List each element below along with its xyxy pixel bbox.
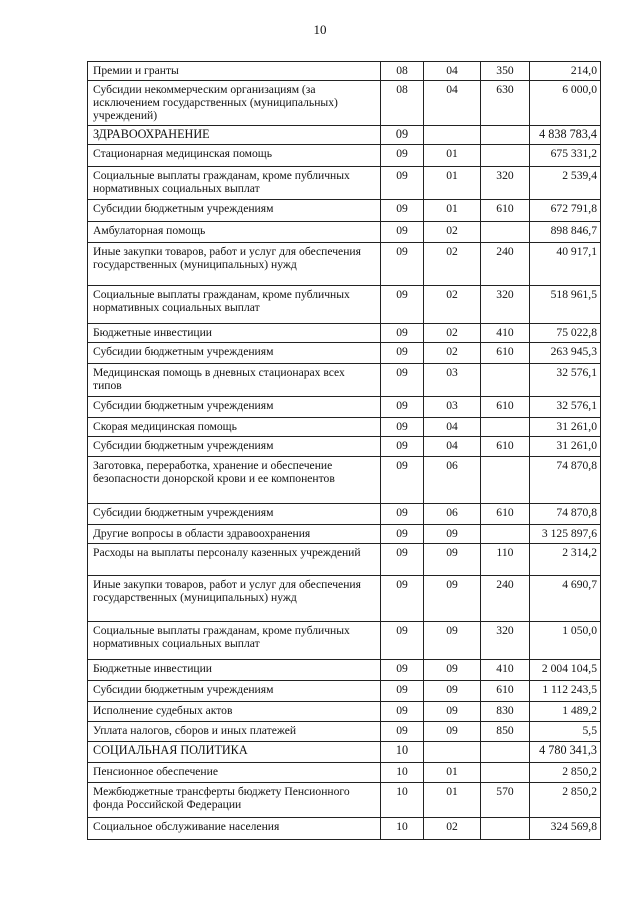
- table-row: [88, 222, 601, 243]
- cell-section: 10: [381, 783, 424, 818]
- budget-table: [87, 61, 601, 840]
- table-row: [88, 504, 601, 525]
- cell-name: Уплата налогов, сборов и иных платежей: [88, 722, 381, 742]
- cell-name: Амбулаторная помощь: [88, 222, 381, 243]
- cell-subsection: 06: [424, 504, 481, 525]
- cell-amount: 40 917,1: [530, 243, 601, 286]
- cell-name: Другие вопросы в области здравоохранения: [88, 525, 381, 544]
- cell-subsection: 04: [424, 81, 481, 126]
- table-row: [88, 397, 601, 418]
- cell-expense-type: 410: [481, 324, 530, 343]
- table-row: [88, 576, 601, 622]
- cell-section: 09: [381, 622, 424, 660]
- table-row: [88, 200, 601, 222]
- cell-amount: 898 846,7: [530, 222, 601, 243]
- table-row: [88, 681, 601, 702]
- table-row: [88, 145, 601, 167]
- cell-expense-type: 610: [481, 200, 530, 222]
- cell-amount: 74 870,8: [530, 504, 601, 525]
- cell-subsection: 01: [424, 145, 481, 167]
- cell-subsection: 03: [424, 397, 481, 418]
- cell-section: 09: [381, 126, 424, 145]
- budget-table-body: [88, 62, 601, 840]
- cell-section: 09: [381, 167, 424, 200]
- cell-name: Социальные выплаты гражданам, кроме публичных нормативных социальных выплат: [88, 167, 381, 200]
- table-row: [88, 783, 601, 818]
- cell-section: 09: [381, 576, 424, 622]
- cell-amount: 263 945,3: [530, 343, 601, 364]
- cell-subsection: 01: [424, 783, 481, 818]
- cell-subsection: [424, 126, 481, 145]
- table-row: [88, 742, 601, 763]
- cell-name: Субсидии бюджетным учреждениям: [88, 504, 381, 525]
- cell-amount: 2 004 104,5: [530, 660, 601, 681]
- cell-amount: 32 576,1: [530, 364, 601, 397]
- cell-subsection: 09: [424, 702, 481, 722]
- table-row: [88, 81, 601, 126]
- table-row: [88, 286, 601, 324]
- cell-section: 09: [381, 222, 424, 243]
- cell-amount: 4 838 783,4: [530, 126, 601, 145]
- cell-expense-type: 630: [481, 81, 530, 126]
- cell-subsection: 02: [424, 243, 481, 286]
- cell-expense-type: [481, 145, 530, 167]
- cell-section: 10: [381, 818, 424, 840]
- cell-section: 09: [381, 243, 424, 286]
- cell-name: Субсидии бюджетным учреждениям: [88, 681, 381, 702]
- cell-name: Исполнение судебных актов: [88, 702, 381, 722]
- cell-expense-type: 320: [481, 167, 530, 200]
- cell-section: 10: [381, 742, 424, 763]
- cell-expense-type: 610: [481, 437, 530, 457]
- cell-section: 09: [381, 364, 424, 397]
- table-row: [88, 457, 601, 504]
- cell-subsection: 02: [424, 222, 481, 243]
- cell-subsection: 09: [424, 622, 481, 660]
- cell-amount: 31 261,0: [530, 437, 601, 457]
- cell-section: 08: [381, 81, 424, 126]
- table-row: [88, 544, 601, 576]
- cell-name: Социальное обслуживание населения: [88, 818, 381, 840]
- table-row: [88, 62, 601, 81]
- cell-section: 09: [381, 544, 424, 576]
- cell-subsection: 03: [424, 364, 481, 397]
- cell-amount: 4 780 341,3: [530, 742, 601, 763]
- cell-subsection: 04: [424, 437, 481, 457]
- cell-section: 09: [381, 200, 424, 222]
- cell-expense-type: 610: [481, 504, 530, 525]
- cell-expense-type: [481, 525, 530, 544]
- cell-expense-type: 240: [481, 576, 530, 622]
- table-row: [88, 622, 601, 660]
- cell-section: 09: [381, 418, 424, 437]
- cell-amount: 675 331,2: [530, 145, 601, 167]
- table-row: [88, 324, 601, 343]
- cell-amount: 672 791,8: [530, 200, 601, 222]
- page-number: 10: [313, 22, 327, 37]
- cell-amount: 1 112 243,5: [530, 681, 601, 702]
- cell-name: Субсидии бюджетным учреждениям: [88, 397, 381, 418]
- cell-expense-type: [481, 364, 530, 397]
- cell-expense-type: 320: [481, 622, 530, 660]
- table-row: [88, 763, 601, 783]
- cell-subsection: 09: [424, 525, 481, 544]
- cell-name: Социальные выплаты гражданам, кроме публичных нормативных социальных выплат: [88, 286, 381, 324]
- cell-amount: 74 870,8: [530, 457, 601, 504]
- cell-subsection: 09: [424, 722, 481, 742]
- cell-section: 09: [381, 324, 424, 343]
- cell-section: 09: [381, 660, 424, 681]
- cell-expense-type: 610: [481, 681, 530, 702]
- cell-name: Субсидии бюджетным учреждениям: [88, 200, 381, 222]
- cell-amount: 2 539,4: [530, 167, 601, 200]
- cell-name: Бюджетные инвестиции: [88, 660, 381, 681]
- cell-name: Медицинская помощь в дневных стационарах всех типов: [88, 364, 381, 397]
- cell-name: Расходы на выплаты персоналу казенных учреждений: [88, 544, 381, 576]
- cell-subsection: 02: [424, 818, 481, 840]
- cell-subsection: 02: [424, 324, 481, 343]
- cell-name: Заготовка, переработка, хранение и обеспечение безопасности донорской крови и ее компонентов: [88, 457, 381, 504]
- cell-expense-type: [481, 742, 530, 763]
- cell-subsection: 09: [424, 681, 481, 702]
- cell-subsection: 09: [424, 576, 481, 622]
- cell-subsection: 06: [424, 457, 481, 504]
- cell-subsection: 09: [424, 544, 481, 576]
- table-row: [88, 364, 601, 397]
- cell-amount: 2 850,2: [530, 783, 601, 818]
- cell-amount: 4 690,7: [530, 576, 601, 622]
- cell-subsection: [424, 742, 481, 763]
- cell-name: Стационарная медицинская помощь: [88, 145, 381, 167]
- cell-name: Социальные выплаты гражданам, кроме публичных нормативных социальных выплат: [88, 622, 381, 660]
- cell-amount: 5,5: [530, 722, 601, 742]
- cell-subsection: 01: [424, 167, 481, 200]
- cell-section: 10: [381, 763, 424, 783]
- cell-expense-type: 240: [481, 243, 530, 286]
- cell-expense-type: 610: [481, 397, 530, 418]
- cell-name: ЗДРАВООХРАНЕНИЕ: [88, 126, 381, 145]
- cell-amount: 32 576,1: [530, 397, 601, 418]
- cell-amount: 518 961,5: [530, 286, 601, 324]
- cell-amount: 3 125 897,6: [530, 525, 601, 544]
- cell-subsection: 01: [424, 763, 481, 783]
- table-row: [88, 722, 601, 742]
- table-row: [88, 702, 601, 722]
- cell-expense-type: [481, 418, 530, 437]
- cell-name: Иные закупки товаров, работ и услуг для обеспечения государственных (муниципальных) нужд: [88, 243, 381, 286]
- cell-name: Пенсионное обеспечение: [88, 763, 381, 783]
- cell-expense-type: [481, 763, 530, 783]
- cell-section: 09: [381, 702, 424, 722]
- cell-amount: 31 261,0: [530, 418, 601, 437]
- cell-expense-type: [481, 457, 530, 504]
- cell-name: Бюджетные инвестиции: [88, 324, 381, 343]
- cell-section: 09: [381, 504, 424, 525]
- cell-expense-type: 570: [481, 783, 530, 818]
- cell-section: 09: [381, 437, 424, 457]
- cell-section: 09: [381, 343, 424, 364]
- cell-expense-type: 850: [481, 722, 530, 742]
- table-row: [88, 437, 601, 457]
- cell-section: 09: [381, 457, 424, 504]
- table-row: [88, 343, 601, 364]
- cell-subsection: 02: [424, 286, 481, 324]
- cell-section: 09: [381, 722, 424, 742]
- table-row: [88, 818, 601, 840]
- cell-name: Субсидии бюджетным учреждениям: [88, 437, 381, 457]
- cell-name: Скорая медицинская помощь: [88, 418, 381, 437]
- cell-expense-type: 610: [481, 343, 530, 364]
- cell-subsection: 04: [424, 62, 481, 81]
- cell-expense-type: 320: [481, 286, 530, 324]
- cell-amount: 2 850,2: [530, 763, 601, 783]
- cell-amount: 75 022,8: [530, 324, 601, 343]
- cell-section: 09: [381, 681, 424, 702]
- cell-amount: 2 314,2: [530, 544, 601, 576]
- table-row: [88, 126, 601, 145]
- table-row: [88, 243, 601, 286]
- cell-amount: 1 489,2: [530, 702, 601, 722]
- cell-name: Субсидии некоммерческим организациям (за исключением государственных (муниципальных) учреждений): [88, 81, 381, 126]
- cell-subsection: 02: [424, 343, 481, 364]
- cell-section: 09: [381, 397, 424, 418]
- cell-expense-type: [481, 818, 530, 840]
- cell-subsection: 09: [424, 660, 481, 681]
- cell-amount: 324 569,8: [530, 818, 601, 840]
- cell-subsection: 04: [424, 418, 481, 437]
- cell-expense-type: 830: [481, 702, 530, 722]
- table-row: [88, 660, 601, 681]
- cell-expense-type: [481, 222, 530, 243]
- cell-section: 08: [381, 62, 424, 81]
- cell-amount: 6 000,0: [530, 81, 601, 126]
- cell-name: Премии и гранты: [88, 62, 381, 81]
- cell-expense-type: 110: [481, 544, 530, 576]
- cell-name: СОЦИАЛЬНАЯ ПОЛИТИКА: [88, 742, 381, 763]
- table-row: [88, 167, 601, 200]
- cell-amount: 214,0: [530, 62, 601, 81]
- cell-name: Иные закупки товаров, работ и услуг для обеспечения государственных (муниципальных) нужд: [88, 576, 381, 622]
- cell-expense-type: 350: [481, 62, 530, 81]
- table-row: [88, 525, 601, 544]
- cell-subsection: 01: [424, 200, 481, 222]
- cell-section: 09: [381, 145, 424, 167]
- table-row: [88, 418, 601, 437]
- cell-section: 09: [381, 286, 424, 324]
- cell-expense-type: [481, 126, 530, 145]
- cell-section: 09: [381, 525, 424, 544]
- cell-name: Субсидии бюджетным учреждениям: [88, 343, 381, 364]
- cell-amount: 1 050,0: [530, 622, 601, 660]
- cell-expense-type: 410: [481, 660, 530, 681]
- cell-name: Межбюджетные трансферты бюджету Пенсионного фонда Российской Федерации: [88, 783, 381, 818]
